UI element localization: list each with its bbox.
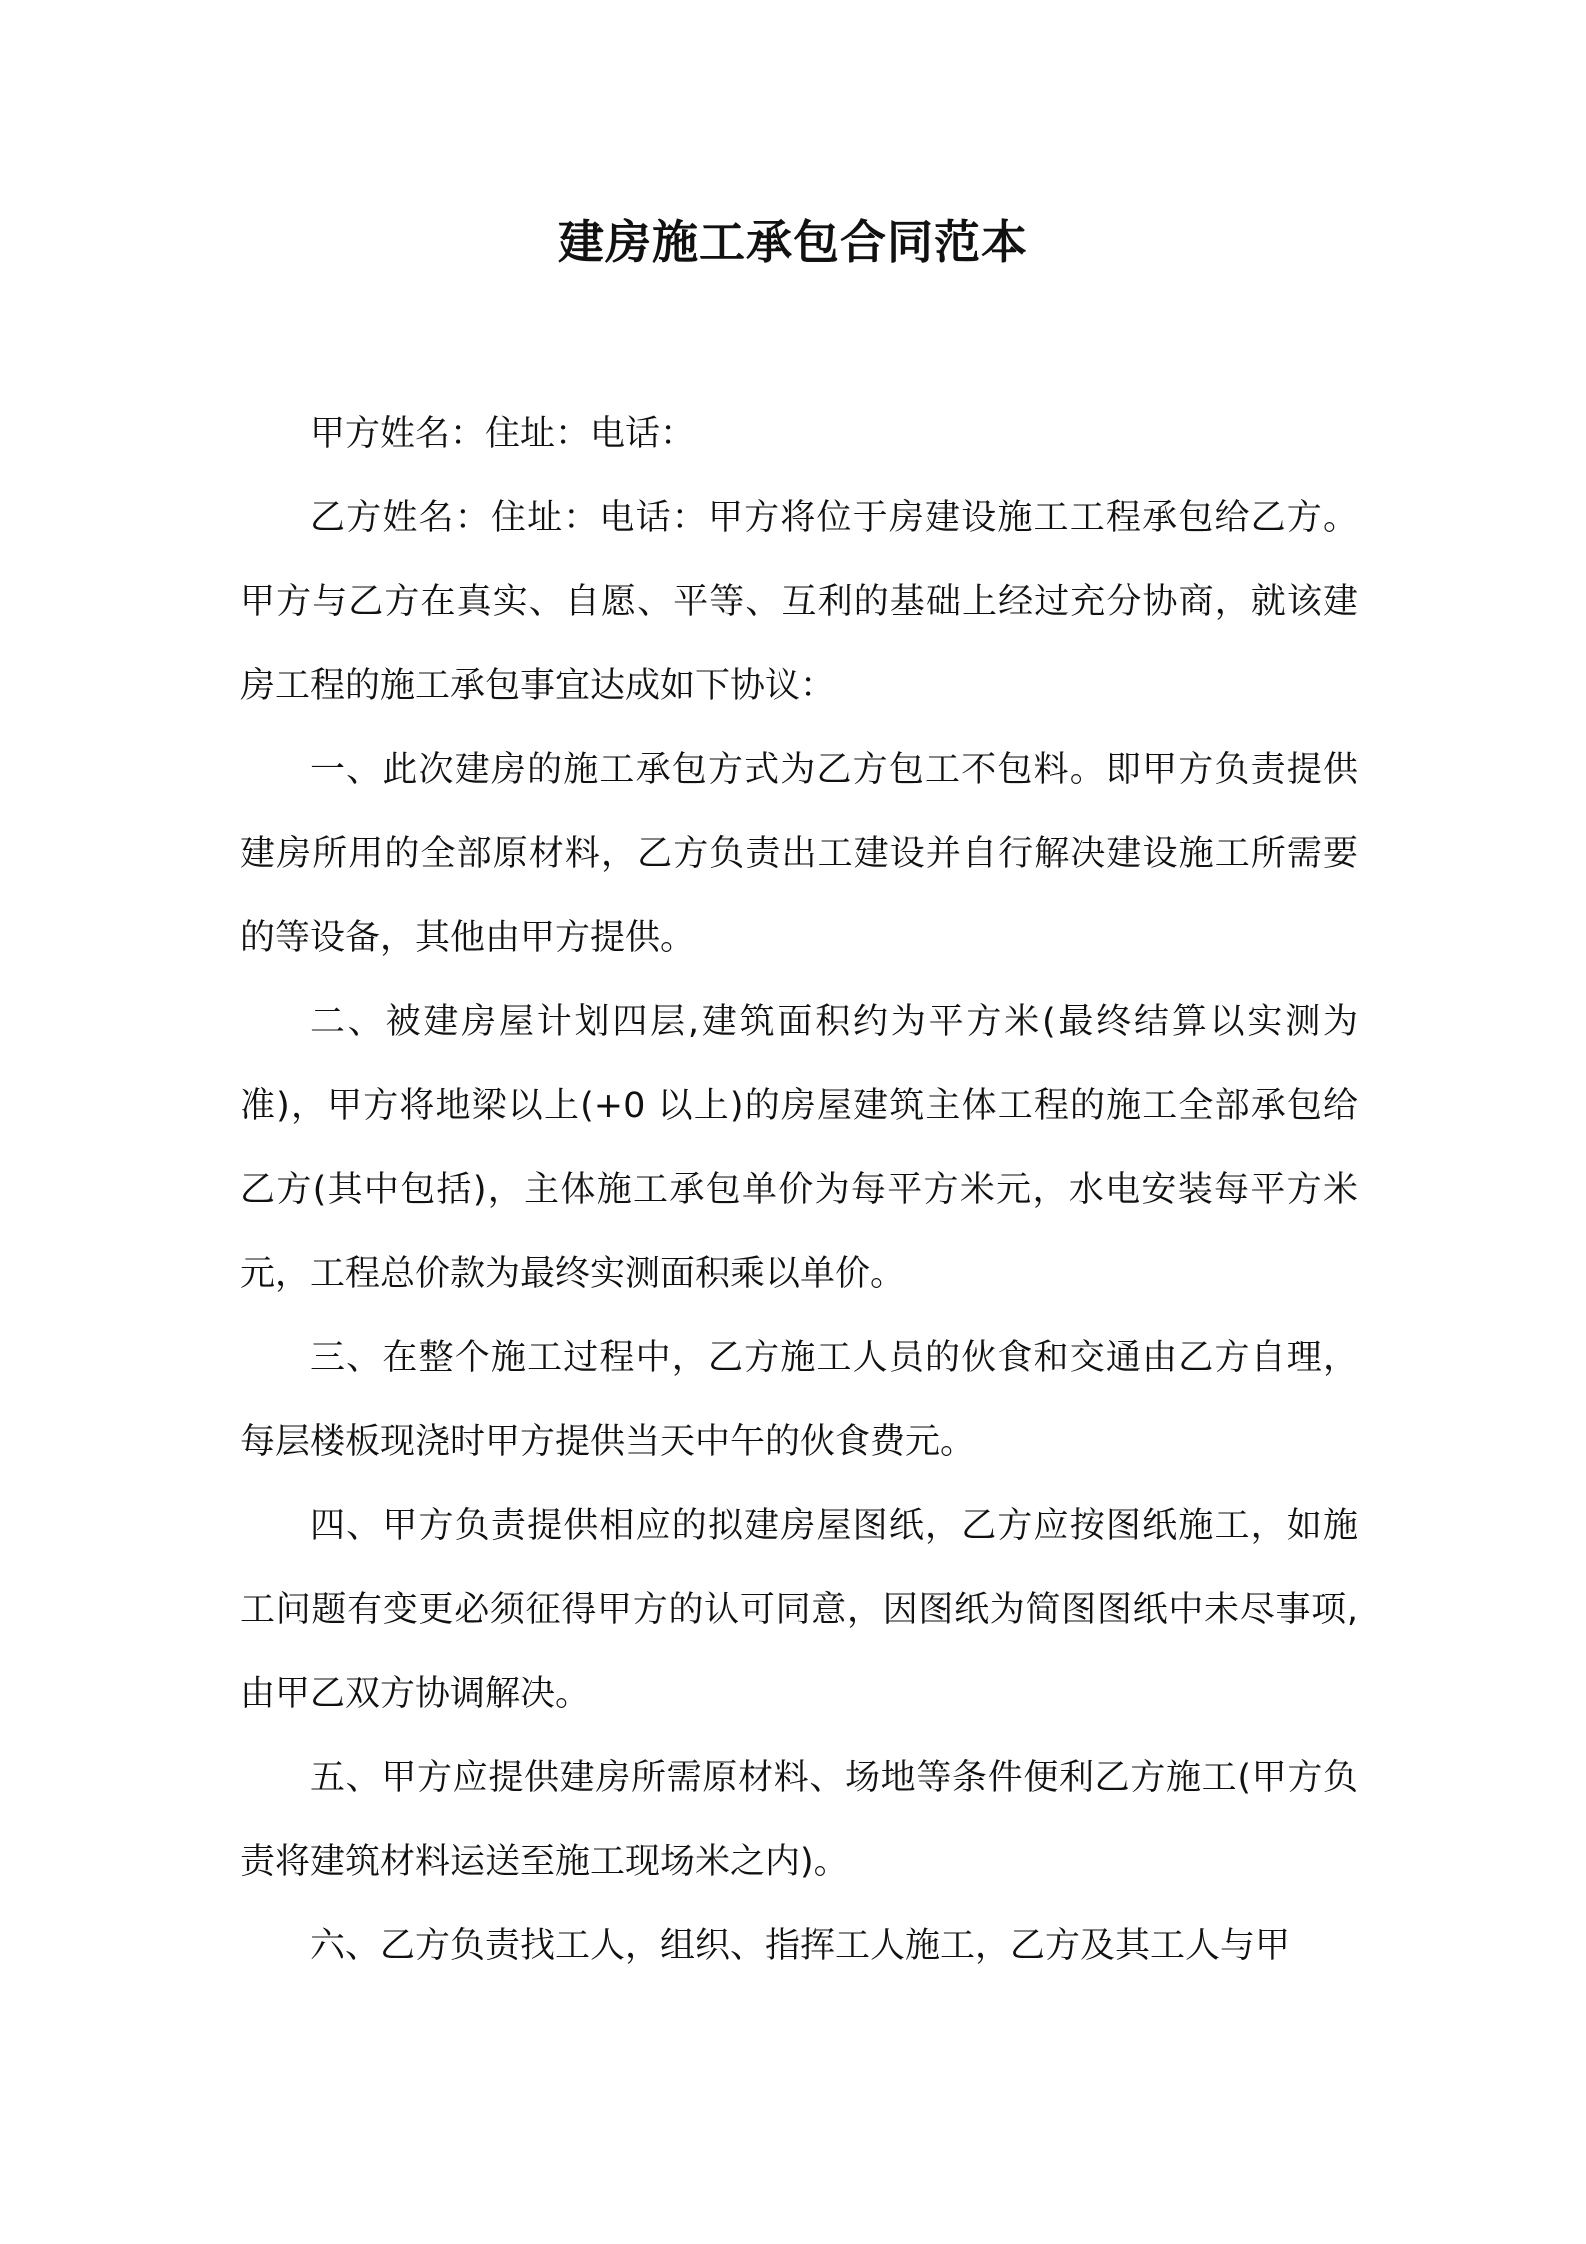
- paragraph-clause-3: 三、在整个施工过程中，乙方施工人员的伙食和交通由乙方自理，每层楼板现浇时甲方提供当天中午的伙食费元。: [240, 1338, 1358, 1462]
- document-title: 建房施工承包合同范本: [558, 215, 1028, 269]
- paragraph-party-b: 乙方姓名：住址：电话：甲方将位于房建设施工工程承包给乙方。甲方与乙方在真实、自愿、平等、互利的基础上经过充分协商，就该建房工程的施工承包事宜达成如下协议：: [240, 498, 1358, 706]
- paragraph-clause-1: 一、此次建房的施工承包方式为乙方包工不包料。即甲方负责提供建房所用的全部原材料，乙方负责出工建设并自行解决建设施工所需要的等设备，其他由甲方提供。: [240, 750, 1358, 958]
- paragraph-clause-6: 六、乙方负责找工人，组织、指挥工人施工，乙方及其工人与甲: [310, 1926, 1291, 1966]
- paragraph-clause-4: 四、甲方负责提供相应的拟建房屋图纸，乙方应按图纸施工，如施工问题有变更必须征得甲方的认可同意，因图纸为简图图纸中未尽事项,由甲乙双方协调解决。: [240, 1506, 1358, 1714]
- paragraph-party-a: 甲方姓名：住址：电话：: [310, 414, 696, 454]
- paragraph-clause-2: 二、被建房屋计划四层,建筑面积约为平方米(最终结算以实测为准)，甲方将地梁以上(+0 以上)的房屋建筑主体工程的施工全部承包给乙方(其中包括)，主体施工承包单价为每平方米元，水电安装每平方米元，工程总价款为最终实测面积乘以单价。: [240, 1002, 1358, 1294]
- document-body: [240, 392, 1358, 1988]
- paragraph-clause-5: 五、甲方应提供建房所需原材料、场地等条件便利乙方施工(甲方负责将建筑材料运送至施工现场米之内)。: [240, 1758, 1358, 1882]
